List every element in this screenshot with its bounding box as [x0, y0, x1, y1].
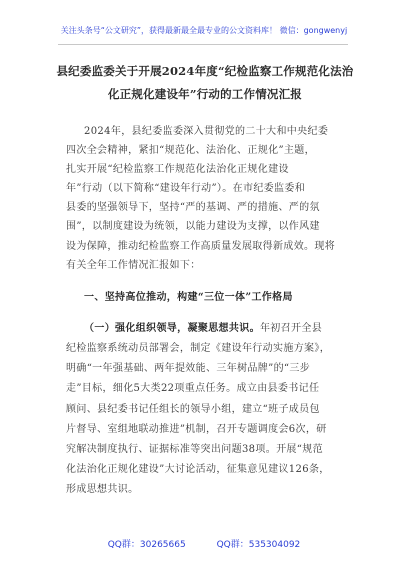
- page-header-banner: 关注头条号“公文研究”，获得最新最全最专业的公文资料库！ 微信：gongwenyj: [60, 26, 348, 35]
- body-line: 形成思想共识。: [66, 484, 139, 495]
- intro-line: 有关全年工作情况汇报如下：: [66, 260, 201, 271]
- subsection-text: 年初召开全县: [259, 323, 323, 334]
- qq-group-2: QQ群：535304092: [216, 540, 301, 550]
- intro-line: 2024年，县纪委监委深入贯彻党的二十大和中央纪委: [84, 126, 329, 137]
- body-line: 片督导、室组地联动推进”机制，召开专题调度会6次，研: [66, 424, 327, 435]
- body-line: 纪检监察系统动员部署会，制定《建设年行动实施方案》，: [66, 343, 331, 354]
- title-line-2: 化正规化建设年”行动的工作情况汇报: [107, 87, 302, 101]
- subsection-heading: （一）强化组织领导，凝聚思想共识。: [84, 323, 260, 334]
- body-line: 化法治化正规化建设”大讨论活动，征集意见建议126条，: [66, 464, 330, 475]
- body-line: 究解决制度执行、证据标准等突出问题38项。开展“规范: [66, 444, 323, 455]
- intro-line: 年”行动（以下简称“建设年行动”）。在市纪委监委和: [66, 183, 306, 194]
- body-line: 明确“一年强基础、两年提效能、三年树品牌”的“三步: [66, 363, 311, 374]
- intro-line: 县委的坚强领导下，坚持“严的基调、严的措施、严的氛: [66, 202, 320, 213]
- intro-line: 扎实开展“纪检监察工作规范化法治化正规化建设: [66, 164, 289, 175]
- document-title: [52, 60, 358, 106]
- body-line: 走”目标，细化5大类22项重点任务。成立由县委书记任: [66, 383, 320, 394]
- qq-group-1: QQ群：30265665: [107, 540, 186, 550]
- subsection-first-line: [84, 322, 356, 336]
- page-footer: [0, 537, 408, 550]
- intro-line: 围”，以制度建设为统领，以能力建设为支撑，以作风建: [66, 221, 320, 232]
- section-heading: 一、坚持高位推动，构建“三位一体”工作格局: [84, 292, 293, 303]
- intro-line: 设为保障，推动纪检监察工作高质量发展取得新成效。现将: [66, 241, 336, 252]
- header-divider: [58, 44, 348, 45]
- title-line-1: 县纪委监委关于开展2024年度“纪检监察工作规范化法治: [56, 64, 354, 78]
- body-line: 顾问、县纪委书记任组长的领导小组，建立“班子成员包: [66, 404, 320, 415]
- intro-line: 四次全会精神，紧扣“规范化、法治化、正规化”主题，: [66, 145, 315, 156]
